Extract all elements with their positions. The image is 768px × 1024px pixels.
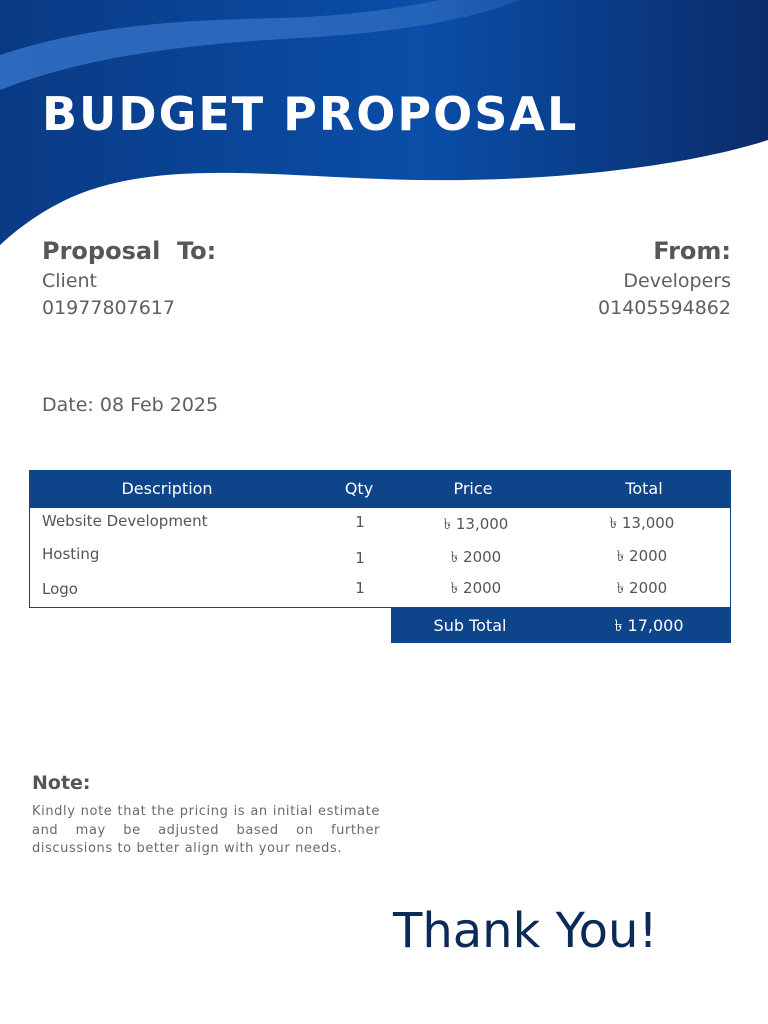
subtotal-bar [391, 608, 731, 643]
note-text: Kindly note that the pricing is an initial estimate and may be adjusted based on further discussions to better align with your needs. [32, 804, 380, 856]
row-qty: 1 [355, 549, 365, 567]
from-block [598, 234, 731, 322]
row-total: ৳ 13,000 [609, 514, 675, 532]
column-header-description: Description [121, 479, 213, 498]
client-phone: 01977807617 [42, 297, 175, 319]
sender-phone: 01405594862 [598, 297, 731, 319]
row-total: ৳ 2000 [616, 579, 668, 597]
row-description: Hosting [42, 545, 100, 563]
row-qty: 1 [355, 513, 365, 531]
column-header-total: Total [625, 479, 663, 498]
proposal-to-block [42, 234, 216, 322]
row-price: ৳ 2000 [450, 548, 502, 566]
from-heading: From: [653, 237, 731, 265]
table-row [30, 508, 730, 540]
thank-you-text: Thank You! [393, 903, 658, 959]
note-heading: Note: [32, 772, 91, 794]
client-name: Client [42, 270, 98, 292]
row-qty: 1 [355, 579, 365, 597]
table-row [30, 576, 730, 608]
proposal-to-heading: Proposal To: [42, 237, 217, 265]
row-description: Logo [42, 580, 78, 598]
page-title: BUDGET PROPOSAL [42, 87, 579, 141]
row-price: ৳ 2000 [450, 579, 502, 597]
column-header-qty: Qty [344, 479, 374, 498]
subtotal-value: ৳ 17,000 [614, 616, 684, 635]
row-description: Website Development [42, 512, 208, 530]
table-row [30, 541, 730, 573]
column-header-price: Price [453, 479, 493, 498]
proposal-date: Date: 08 Feb 2025 [42, 394, 219, 416]
row-total: ৳ 2000 [616, 547, 668, 565]
subtotal-label: Sub Total [433, 616, 507, 635]
row-price: ৳ 13,000 [443, 515, 509, 533]
table-header [29, 470, 731, 508]
sender-name: Developers [623, 270, 731, 292]
table-body [29, 508, 731, 608]
